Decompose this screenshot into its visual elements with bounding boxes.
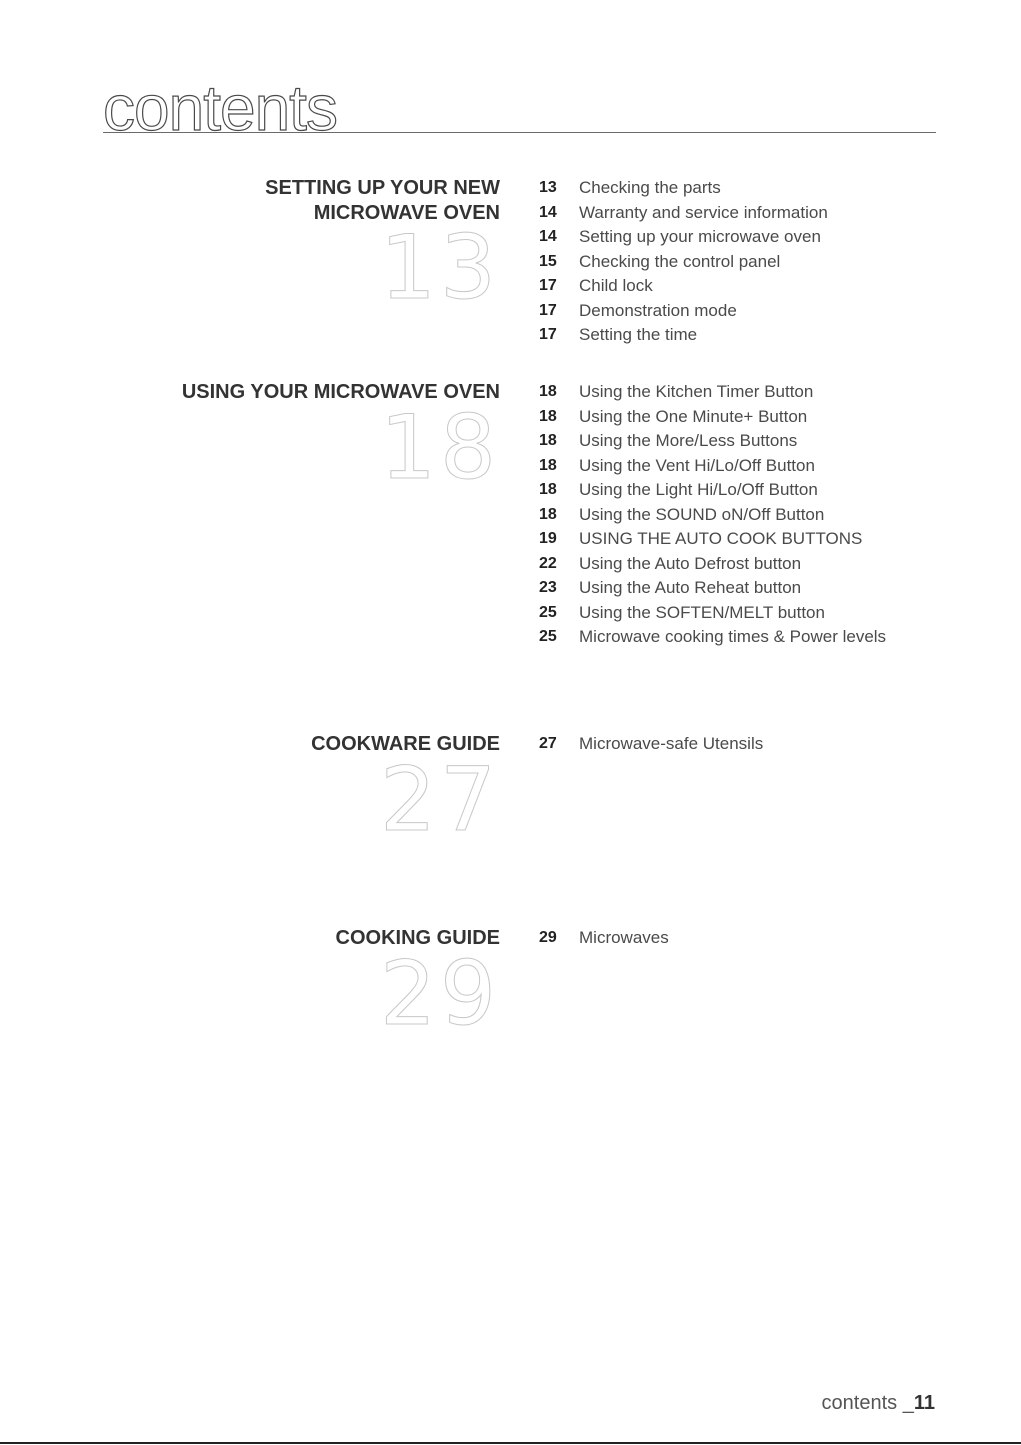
section-heading: SETTING UP YOUR NEW MICROWAVE OVEN <box>265 177 500 224</box>
toc-entry[interactable]: 13 Checking the parts <box>539 178 721 197</box>
page-footer: contents _11 <box>821 1392 935 1414</box>
toc-entry[interactable]: 18 Using the Vent Hi/Lo/Off Button <box>539 455 815 475</box>
toc-entry[interactable]: 17 Child lock <box>539 276 653 295</box>
section-big-number: 27 <box>380 748 500 851</box>
toc-entry[interactable]: 18 Using the Kitchen Timer Button <box>539 382 814 401</box>
toc-entry[interactable]: 18 Using the One Minute+ Button <box>539 406 808 426</box>
toc-list <box>539 176 828 348</box>
toc-entry[interactable]: 27 Microwave-safe Utensils <box>539 734 764 753</box>
toc-entry[interactable]: 25 Using the SOFTEN/MELT button <box>539 602 825 622</box>
toc-entry[interactable]: 17 Setting the time <box>539 325 698 344</box>
toc-list <box>539 926 669 951</box>
toc-entry[interactable]: 29 Microwaves <box>539 928 669 947</box>
section-heading: COOKING GUIDE <box>335 927 500 949</box>
page-title: contents <box>103 72 337 144</box>
section-big-number: 18 <box>380 396 500 499</box>
title-rule <box>103 132 936 133</box>
toc-list <box>539 380 886 650</box>
toc-entry[interactable]: 17 Demonstration mode <box>539 300 737 320</box>
toc-entry[interactable]: 19 USING THE AUTO COOK BUTTONS <box>539 529 863 548</box>
toc-entry[interactable]: 22 Using the Auto Defrost button <box>539 553 802 573</box>
toc-entry[interactable]: 18 Using the Light Hi/Lo/Off Button <box>539 480 818 499</box>
section-big-number: 29 <box>380 942 500 1045</box>
toc-entry[interactable]: 25 Microwave cooking times & Power levels <box>539 627 887 646</box>
toc-entry[interactable]: 23 Using the Auto Reheat button <box>539 578 802 597</box>
toc-entry[interactable]: 14 Setting up your microwave oven <box>539 227 821 246</box>
bottom-rule <box>0 1442 1021 1444</box>
section-heading: COOKWARE GUIDE <box>311 733 500 755</box>
section-big-number: 13 <box>380 216 500 319</box>
toc-entry[interactable]: 15 Checking the control panel <box>539 251 781 271</box>
toc-entry[interactable]: 18 Using the SOUND oN/Off Button <box>539 504 825 524</box>
section-heading: USING YOUR MICROWAVE OVEN <box>181 381 500 403</box>
toc-list <box>539 732 763 757</box>
page-number: 11 <box>913 1392 935 1414</box>
toc-entry[interactable]: 14 Warranty and service information <box>539 202 828 222</box>
toc-entry[interactable]: 18 Using the More/Less Buttons <box>539 431 798 450</box>
